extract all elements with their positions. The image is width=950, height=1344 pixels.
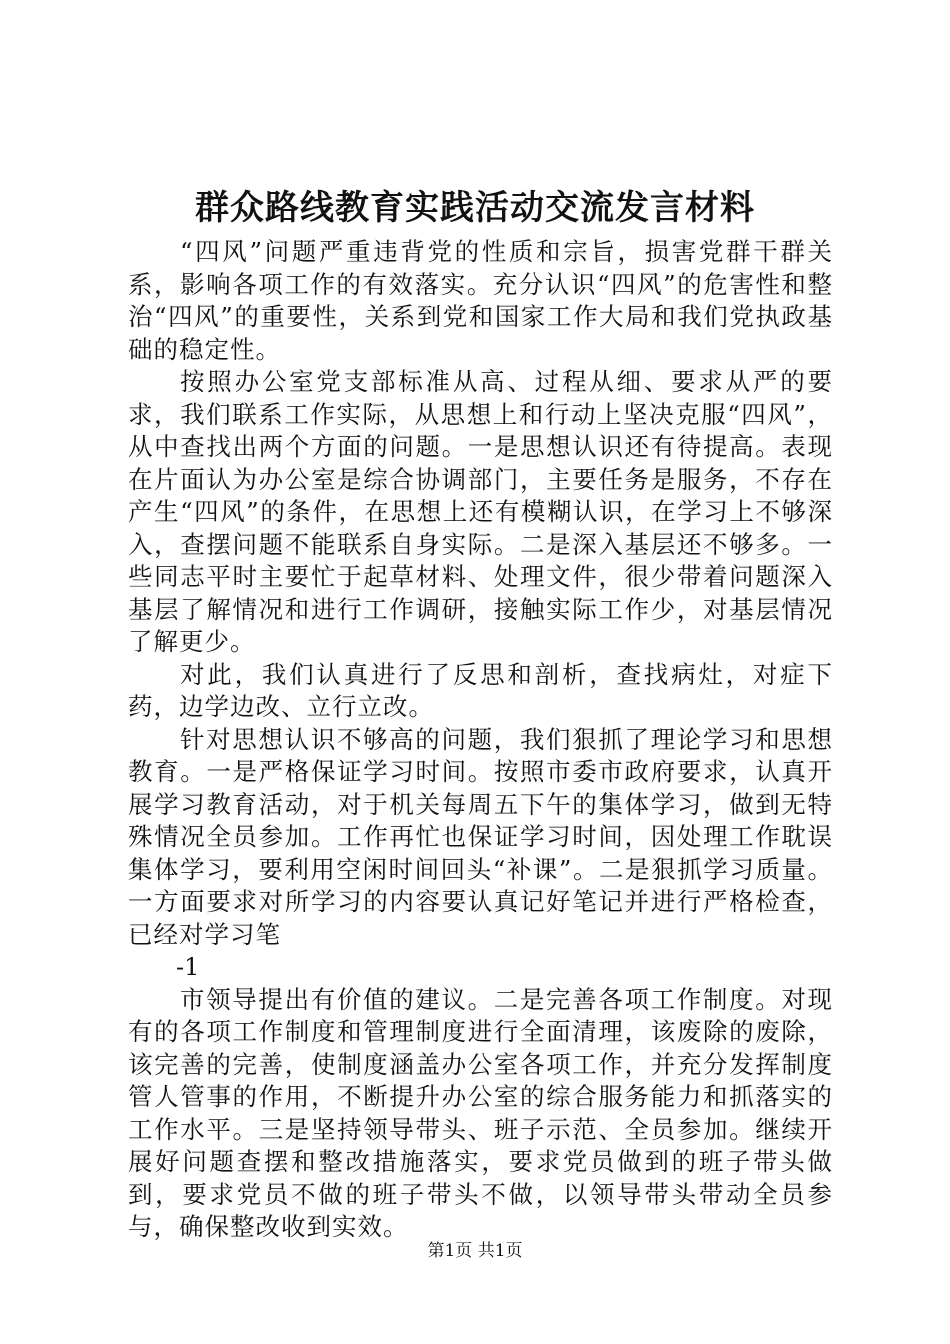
- page-footer: 第1页 共1页: [427, 1241, 523, 1261]
- paragraph-reflection: 对此，我们认真进行了反思和剖析，查找病灶，对症下药，边学边改、立行立改。: [128, 659, 833, 721]
- paragraph-rectification: 市领导提出有价值的建议。二是完善各项工作制度。对现有的各项工作制度和管理制度进行全面清理，该废除的废除，该完善的完善，使制度涵盖办公室各项工作，并充分发挥制度管人管事的作用，不断提升办公室的综合服务能力和抓落实的工作水平。三是坚持领导带头、班子示范、全员参加。继续开展好问题查摆和整改措施落实，要求党员做到的班子带头做到，要求党员不做的班子带头不做，以领导带头带动全员参与，确保整改收到实效。: [128, 984, 833, 1241]
- paragraph-study-measures: 针对思想认识不够高的问题，我们狠抓了理论学习和思想教育。一是严格保证学习时间。按照市委市政府要求，认真开展学习教育活动，对于机关每周五下午的集体学习，做到无特殊情况全员参加。工作再忙也保证学习时间，因处理工作耽误集体学习，要利用空闲时间回头“补课”。二是狠抓学习质量。一方面要求对所学习的内容要认真记好笔记并进行严格检查，已经对学习笔: [128, 724, 833, 949]
- paragraph-four-styles-harm: “四风”问题严重违背党的性质和宗旨，损害党群干群关系，影响各项工作的有效落实。充分认识“四风”的危害性和整治“四风”的重要性，关系到党和国家工作大局和我们党执政基础的稳定性。: [128, 237, 833, 364]
- paragraph-problems-found: 按照办公室党支部标准从高、过程从细、要求从严的要求，我们联系工作实际，从思想上和行动上坚决克服“四风”，从中查找出两个方面的问题。一是思想认识还有待提高。表现在片面认为办公室是综合协调部门，主要任务是服务，不存在产生“四风”的条件，在思想上还有模糊认识，在学习上不够深入，查摆问题不能联系自身实际。二是深入基层还不够多。一些同志平时主要忙于起草材料、处理文件，很少带着问题深入基层了解情况和进行工作调研，接触实际工作少，对基层情况了解更少。: [128, 367, 833, 656]
- page-marker: -1: [176, 953, 200, 981]
- document-body: [128, 236, 833, 1244]
- document-title: 群众路线教育实践活动交流发言材料: [195, 188, 755, 228]
